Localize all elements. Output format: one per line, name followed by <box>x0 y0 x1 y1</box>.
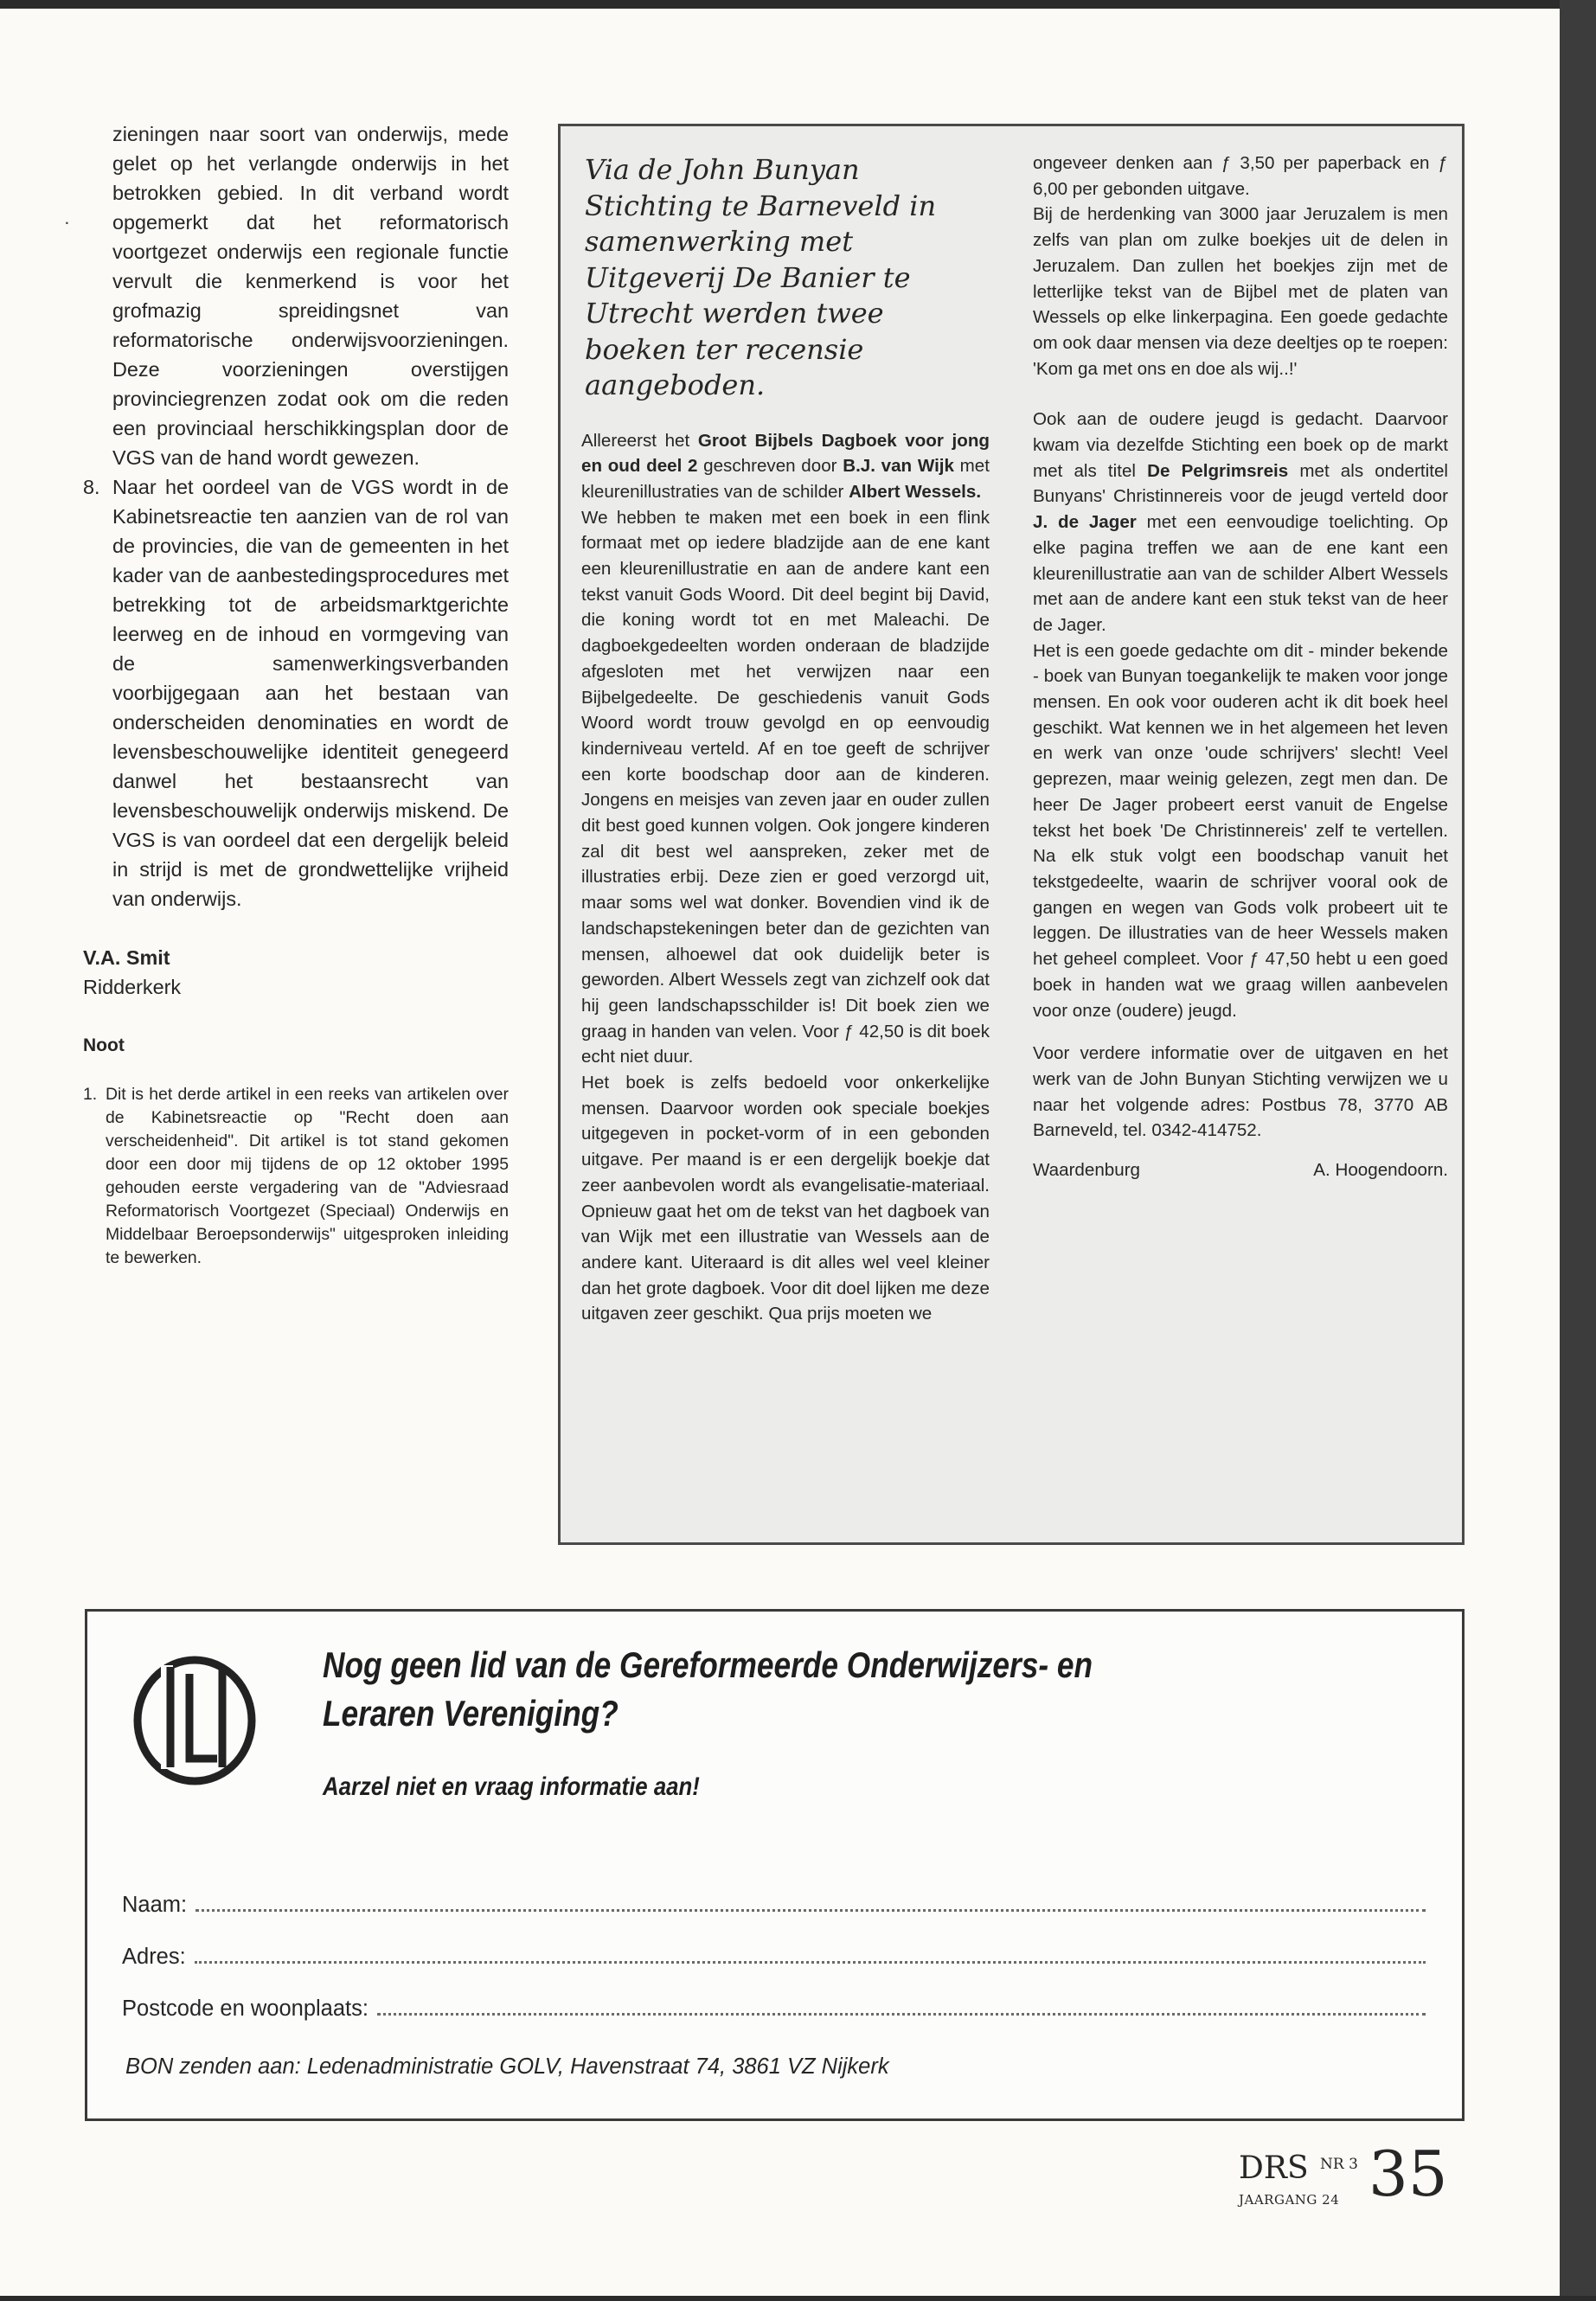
text-b: met als ondertitel Bunyans' Christinnereis voor de jeugd verteld door <box>1033 460 1448 507</box>
footnote-number: 1. <box>83 1085 98 1104</box>
volume-label: JAARGANG 24 <box>1239 2192 1340 2208</box>
review-paragraph: Het is een goede gedachte om dit - minder bekende - boek van Bunyan toegankelijk te maken voor jonge mensen. En ook voor ouderen acht ik dit boek heel geschikt. Wat kennen we in het algemeen het leven en werk van onze 'oude schrijvers' slecht! Veel geprezen, maar weinig gelezen, zegt men dan. De heer De Jager probeert eerst vanuit de Engelse tekst het boek 'De Christinnereis' zelf te vertellen. Na elk stuk volgt een boodschap vanuit het tekstgedeelte, waarin de schrijver vooral ook de gangen en wegen van Gods volk probeert uit te leggen. De illustraties van de heer Wessels maken het geheel compleet. Voor ƒ 47,50 hebt u een goed boek in handen wat we graag willen aanbevelen voor onze (oudere) jeugd. <box>1033 640 1448 1021</box>
continued-paragraph: zieningen naar soort van onderwijs, mede gelet op het verlangde onderwijs in het betrokken gebied. In dit verband wordt opgemerkt dat het reformatorisch voortgezet onderwijs een regionale functie vervult die kenmerkend is voor het grofmazig spreidingsnet van reformatorische onderwijsvoorzieningen. Deze voorzieningen overstijgen provinciegrenzen zodat ook om die reden een provinciaal herschikkingsplan door de VGS van de hand wordt gewezen. <box>112 123 509 469</box>
form-title <box>323 1641 1093 1738</box>
form-title-line-2: Leraren Vereniging? <box>323 1693 619 1734</box>
intro-text-a: Allereerst het <box>581 430 698 451</box>
footnote <box>83 1083 509 1270</box>
page-footer <box>1230 2137 1472 2223</box>
author-place: Ridderkerk <box>83 976 182 998</box>
list-item-8 <box>83 472 509 913</box>
footnote-text: Dit is het derde artikel in een reeks van artikelen over de Kabinetsreactie op "Recht doen aan verscheidenheid". Dit artikel is tot stand gekomen door een door mij tijdens de op 12 oktober 1995 gehouden eerste vergadering van de "Adviesraad Reformatorisch Voortgezet (Speciaal) Onderwijs en Middelbaar Beroepsonderwijs" uitgesproken inleiding te bewerken. <box>106 1085 509 1267</box>
left-column <box>83 119 509 1270</box>
book-title-1: Groot Bijbels Dagboek voor jong en oud deel 2 <box>581 430 990 477</box>
naam-label: Naam: <box>122 1893 188 1917</box>
reviewer-place: Waardenburg <box>1033 1160 1141 1181</box>
book-author-2: J. de Jager <box>1033 512 1137 533</box>
review-heading: Via de John Bunyan Stichting te Barneveld in samenwerking met Uitgeverij De Banier te Utrecht werden twee boeken ter recensie aangeboden. <box>585 153 937 401</box>
postcode-field[interactable] <box>122 1996 1426 2022</box>
book-title-2: De Pelgrimsreis <box>1147 460 1289 481</box>
naam-field[interactable] <box>122 1892 1426 1918</box>
review-intro <box>581 428 990 505</box>
golv-logo-icon <box>125 1648 264 1786</box>
contact-paragraph: Voor verdere informatie over de uitgaven en het werk van de John Bunyan Stichting verwijzen we u naar het volgende adres: Postbus 78, 3770 AB Barneveld, tel. 0342-414752. <box>1033 1043 1448 1141</box>
text-c: met een eenvoudige toelichting. Op elke pagina treffen we aan de ene kant een kleurenillustratie aan van de schilder Albert Wessels met aan de andere kant een stuk tekst van de heer de Jager. <box>1033 512 1448 635</box>
list-item-text: Naar het oordeel van de VGS wordt in de Kabinetsreactie ten aanzien van de rol van de provincies, die van de gemeenten in het kader van de aanbestedingsprocedures met betrekking tot de arbeidsmarktgerichte leerweg en de inhoud en vormgeving van de samenwerkingsverbanden voorbijgegaan aan het bestaan van onderscheiden denominaties en wordt de levensbeschouwelijke identiteit genegeerd danwel het bestaansrecht van levensbeschouwelijk onderwijs miskend. De VGS is van oordeel dat een dergelijk beleid in strijd is met de grondwettelijke vrijheid van onderwijs. <box>112 476 509 910</box>
naam-line[interactable] <box>195 1892 1426 1912</box>
spacer <box>1033 1023 1448 1041</box>
adres-field[interactable] <box>122 1944 1426 1970</box>
review-paragraph-2 <box>1033 407 1448 638</box>
postcode-line[interactable] <box>377 1996 1426 2016</box>
issue-number: NR 3 <box>1320 2156 1358 2173</box>
postcode-label: Postcode en woonplaats: <box>122 1997 369 2021</box>
illustrator-name: Albert Wessels. <box>849 481 982 502</box>
book-review-box <box>558 124 1465 1545</box>
list-number: 8. <box>83 476 100 498</box>
adres-label: Adres: <box>122 1945 186 1969</box>
spacer <box>1033 381 1448 407</box>
book-author-1: B.J. van Wijk <box>843 456 954 477</box>
review-signature <box>1033 1157 1448 1183</box>
review-paragraph: We hebben te maken met een boek in een flink formaat met op iedere bladzijde aan de ene kant een kleurenillustratie en aan de andere kant een tekst vanuit Gods Woord. Dit deel begint bij David, die koning wordt tot en met Maleachi. De dagboekgedeelten worden onderaan de bladzijde afgesloten met het verwijzen naar een Bijbelgedeelte. De geschiedenis vanuit Gods Woord wordt trouw gevolgd en op eenvoudig kinderniveau verteld. Af en toe geeft de schrijver een korte boodschap door aan de kinderen. Jongens en meisjes van zeven jaar en ouder zullen dit best goed kunnen volgen. Ook jongere kinderen zal dit best wel aanspreken, zeker met de illustraties erbij. Deze zien er goed verzorgd uit, maar soms wel wat donker. Bovendien vind ik de landschapstekeningen beter dan de gezichten van mensen, alhoewel dat ook duidelijk beter is geworden. Albert Wessels zegt van zichzelf ook dat hij geen landschapsschilder is! Dit boek zien we graag in handen van velen. Voor ƒ 42,50 is dit boek echt niet duur. <box>581 507 990 1067</box>
adres-line[interactable] <box>195 1944 1426 1964</box>
review-paragraph: ongeveer denken aan ƒ 3,50 per paperback en ƒ 6,00 per gebonden uitgave. <box>1033 153 1448 199</box>
review-column-1 <box>581 152 990 1327</box>
numbered-list <box>83 472 509 913</box>
intro-text-c: met kleurenillustraties van de schilder <box>581 456 990 502</box>
author-name: V.A. Smit <box>83 946 170 969</box>
top-border <box>0 0 1596 9</box>
form-subtitle: Aarzel niet en vraag informatie aan! <box>323 1772 700 1801</box>
send-address: BON zenden aan: Ledenadministratie GOLV, Havenstraat 74, 3861 VZ Nijkerk <box>125 2054 889 2079</box>
form-title-line-1: Nog geen lid van de Gereformeerde Onderwijzers- en <box>323 1644 1093 1685</box>
review-column-2 <box>1033 151 1448 1183</box>
page-number: 35 <box>1368 2138 1448 2210</box>
review-paragraph: Bij de herdenking van 3000 jaar Jeruzalem is men zelfs van plan om zulke boekjes uit de delen in Jeruzalem. Dan zullen het boekjes zijn met de letterlijke tekst van de Bijbel met de platen van Wessels op elke linkerpagina. Een goede gedachte om ook daar mensen via deze deeltjes op te roepen: 'Kom ga met ons en doe als wij..!' <box>1033 204 1448 379</box>
text-a: Ook aan de oudere jeugd is gedacht. Daarvoor kwam via dezelfde Stichting een boek op de markt met als titel <box>1033 409 1448 481</box>
review-paragraph: Het boek is zelfs bedoeld voor onkerkelijke mensen. Daarvoor worden ook speciale boekjes uitgegeven in pocket-vorm of in een gebonden uitgave. Per maand is er een dergelijk boekje dat zeer aanbevolen wordt als evangelisatie-materiaal. Opnieuw gaat het om de tekst van het dagboek van van Wijk met een illustratie van Wessels aan de andere kant. Uiteraard is dit alles wel veel kleiner dan het grote dagboek. Voor dit doel lijken me deze uitgaven zeer geschikt. Qua prijs moeten we <box>581 1073 990 1324</box>
membership-form <box>85 1609 1465 2121</box>
scan-edge <box>1560 0 1596 2301</box>
bottom-border <box>0 2296 1596 2301</box>
intro-text-b: geschreven door <box>697 456 843 477</box>
magazine-name: DRS <box>1239 2150 1309 2186</box>
margin-mark: ˙ <box>64 218 73 245</box>
note-heading: Noot <box>83 1035 125 1055</box>
reviewer-name: A. Hoogendoorn. <box>1313 1160 1448 1181</box>
